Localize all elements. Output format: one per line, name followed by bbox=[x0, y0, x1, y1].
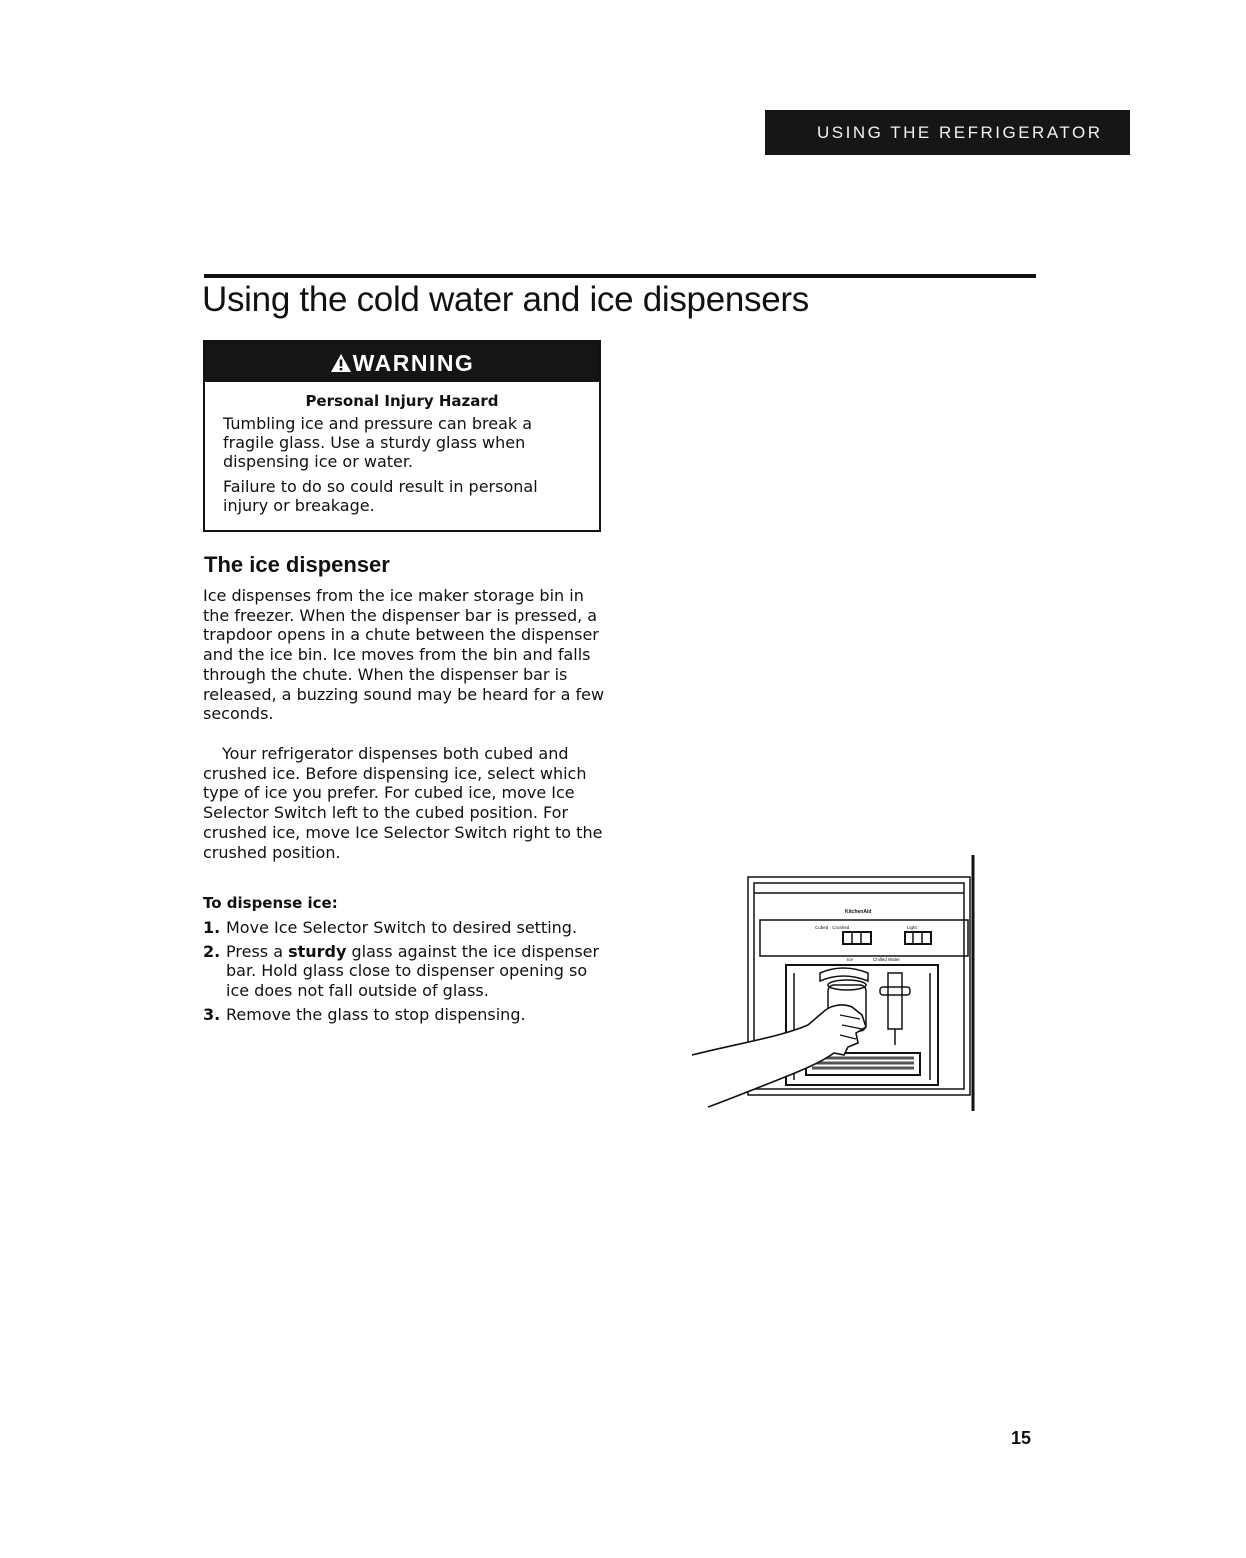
section-header-label: USING THE REFRIGERATOR bbox=[817, 123, 1103, 142]
light-switch bbox=[905, 932, 931, 944]
ice-selector-switch bbox=[843, 932, 871, 944]
section-header-tab bbox=[765, 110, 1130, 155]
step-text-before: Press a bbox=[226, 941, 289, 961]
illustration-selector-label: Cubed · Crushed bbox=[815, 925, 850, 930]
ice-dispenser-paragraph-2: Your refrigerator dispenses both cubed and crushed ice. Before dispensing ice, select which type of ice you prefer. For cubed ice, move Ice Selector Switch left to the cubed position. For crushed ice, move Ice Selector Switch right to the crushed position. bbox=[203, 744, 603, 862]
warning-label: WARNING bbox=[352, 350, 475, 376]
ice-dispenser-paragraph-1: Ice dispenses from the ice maker storage bin in the freezer. When the dispenser bar is pressed, a trapdoor opens in a chute between the dispenser and the ice bin. Ice moves from the bin and falls through the chute. When the dispenser bar is released, a buzzing sound may be heard for a few seconds. bbox=[203, 586, 605, 724]
step-text: Remove the glass to stop dispensing. bbox=[226, 1004, 526, 1024]
hazard-title: Personal Injury Hazard bbox=[305, 392, 499, 410]
hand-icon bbox=[692, 1005, 866, 1107]
page-title: Using the cold water and ice dispensers bbox=[202, 280, 809, 319]
step-number: 1. bbox=[203, 918, 221, 937]
warning-paragraph: Failure to do so could result in personal injury or breakage. bbox=[223, 477, 538, 515]
warning-triangle-icon bbox=[330, 344, 352, 386]
ice-dispenser-heading: The ice dispenser bbox=[204, 552, 390, 577]
illustration-ice-label: Ice bbox=[847, 957, 854, 962]
step-text: Move Ice Selector Switch to desired setting. bbox=[226, 918, 578, 937]
warning-bar bbox=[205, 342, 599, 382]
warning-box bbox=[203, 340, 601, 532]
warning-paragraph: Tumbling ice and pressure can break a fragile glass. Use a sturdy glass when dispensing ice or water. bbox=[223, 414, 533, 471]
step-item bbox=[203, 942, 613, 1001]
step-text-emphasis: sturdy bbox=[288, 941, 347, 961]
illustration-water-label: Chilled Water bbox=[873, 957, 900, 962]
dispense-steps-heading: To dispense ice: bbox=[203, 894, 338, 912]
step-item bbox=[203, 1005, 613, 1025]
step-item bbox=[203, 918, 613, 938]
illustration-brand: KitchenAid bbox=[845, 909, 872, 915]
step-text-after: glass against the ice dispenser bar. Hold glass close to dispenser opening so ice does not fall outside of glass. bbox=[226, 941, 600, 1001]
title-rule bbox=[204, 274, 1036, 278]
dispenser-illustration bbox=[690, 855, 990, 1119]
step-number: 2. bbox=[203, 941, 221, 961]
step-number: 3. bbox=[203, 1004, 221, 1024]
page-number: 15 bbox=[1011, 1428, 1032, 1448]
illustration-light-label: Light bbox=[907, 925, 917, 930]
dispense-steps-list bbox=[203, 918, 613, 1029]
